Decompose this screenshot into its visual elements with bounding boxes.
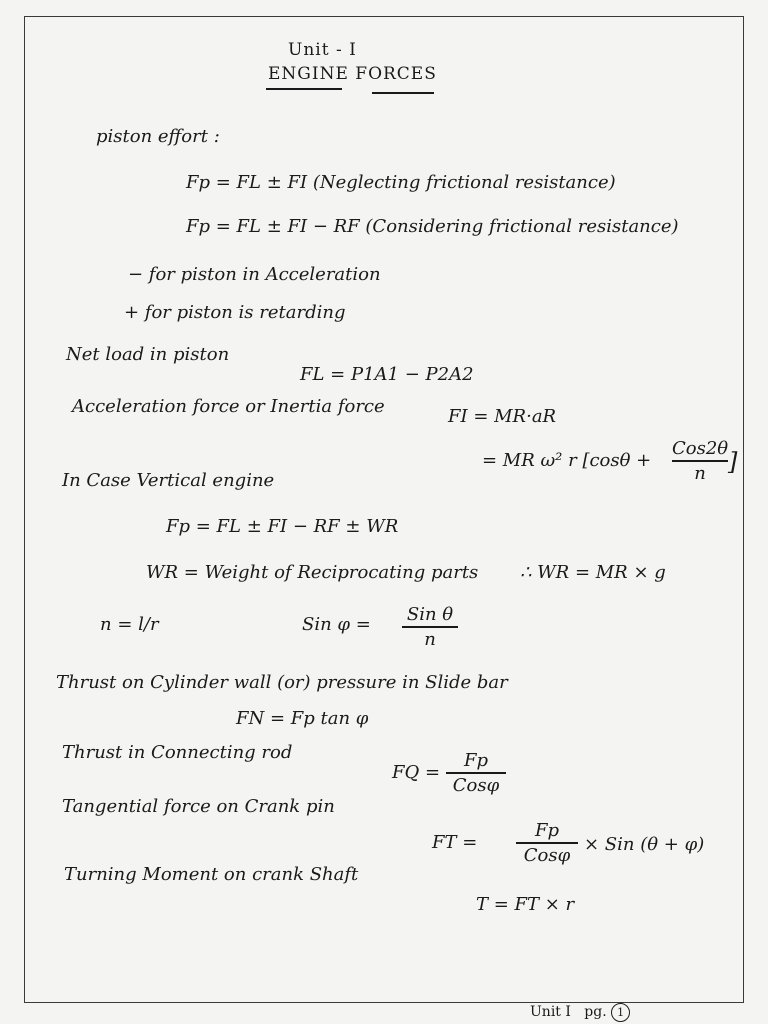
weight-definition: WR = Weight of Reciprocating parts <box>146 562 479 583</box>
note-retarding: + for piston is retarding <box>124 302 346 323</box>
fraction-denominator: Cosφ <box>452 774 500 796</box>
sin-phi-label: Sin φ = <box>302 614 371 635</box>
piston-effort-heading: piston effort : <box>96 126 220 147</box>
fraction-numerator: Fp <box>534 820 559 841</box>
acceleration-force-label: Acceleration force or Inertia force <box>72 396 385 417</box>
fraction-bar <box>672 460 728 462</box>
thrust-cylinder-wall-label: Thrust on Cylinder wall (or) pressure in Slide bar <box>56 672 508 693</box>
fraction-denominator: Cosφ <box>523 844 571 866</box>
net-load-label: Net load in piston <box>66 344 230 365</box>
vertical-engine-equation: Fp = FL ± FI − RF ± WR <box>166 516 399 537</box>
equation-considering-friction: Fp = FL ± FI − RF (Considering frictional resistance) <box>186 216 679 237</box>
closing-bracket: ] <box>728 448 738 476</box>
inertia-force-equation: FI = MR·aR <box>448 406 557 427</box>
unit-heading: Unit - I <box>288 40 357 60</box>
weight-equation: ∴ WR = MR × g <box>520 562 666 583</box>
fraction-denominator: n <box>694 462 706 484</box>
fraction-denominator: n <box>424 628 436 650</box>
fraction-numerator: Sin θ <box>406 604 454 625</box>
equation-neglecting-friction: Fp = FL ± FI (Neglecting frictional resistance) <box>186 172 616 193</box>
tangential-force-label: Tangential force on Crank pin <box>62 796 335 817</box>
footer-page-label: pg. <box>584 1004 607 1020</box>
page-number-badge: 1 <box>611 1003 630 1022</box>
footer-unit: Unit I <box>530 1004 571 1020</box>
inertia-force-expanded: = MR ω² r [cosθ + <box>482 450 652 471</box>
fraction-bar <box>516 842 578 844</box>
note-acceleration: − for piston in Acceleration <box>128 264 381 285</box>
thrust-connecting-rod-equation: FQ = <box>392 762 441 783</box>
cos2theta-fraction <box>672 438 728 484</box>
turning-moment-equation: T = FT × r <box>476 894 575 915</box>
sin-phi-fraction <box>402 604 458 650</box>
fraction-bar <box>446 772 506 774</box>
turning-moment-label: Turning Moment on crank Shaft <box>64 864 359 885</box>
tangential-force-equation: FT = <box>432 832 478 853</box>
tangential-fraction <box>516 820 578 866</box>
tangential-force-tail: × Sin (θ + φ) <box>584 834 705 855</box>
vertical-engine-label: In Case Vertical engine <box>62 470 275 491</box>
thrust-connecting-rod-label: Thrust in Connecting rod <box>62 742 293 763</box>
title-underline-right <box>372 92 434 94</box>
n-definition: n = l/r <box>100 614 159 635</box>
footer-page-reference <box>530 1003 630 1022</box>
thrust-cylinder-wall-equation: FN = Fp tan φ <box>236 708 369 729</box>
title-underline-left <box>266 88 342 90</box>
fraction-numerator: Cos2θ <box>672 438 729 459</box>
net-load-equation: FL = P1A1 − P2A2 <box>300 364 474 385</box>
fraction-bar <box>402 626 458 628</box>
thrust-rod-fraction <box>446 750 506 796</box>
fraction-numerator: Fp <box>463 750 488 771</box>
page-title: ENGINE FORCES <box>268 64 437 84</box>
